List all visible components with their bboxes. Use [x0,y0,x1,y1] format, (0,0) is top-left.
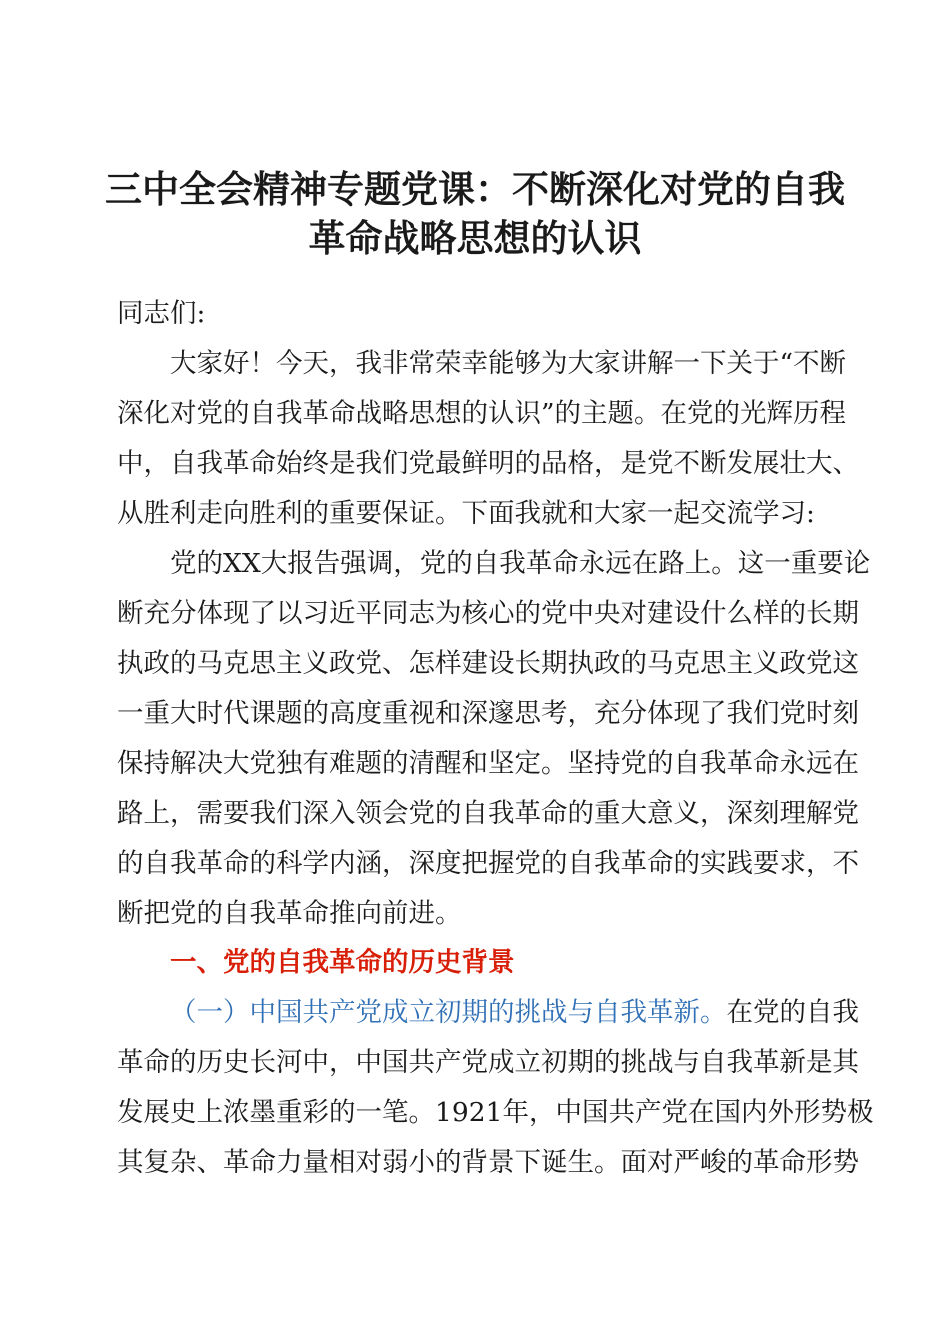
subsection-line: 发展史上浓墨重彩的一笔。1921年，中国共产党在国内外形势极 [117,1097,874,1128]
title-line-2: 革命战略思想的认识 [308,216,642,260]
title-line-1: 三中全会精神专题党课：不断深化对党的自我 [105,167,845,211]
paragraph1-line: 深化对党的自我革命战略思想的认识”的主题。在党的光辉历程 [117,398,847,429]
paragraph1-line: 大家好！今天，我非常荣幸能够为大家讲解一下关于“不断 [170,348,847,379]
paragraph2-line: 的自我革命的科学内涵，深度把握党的自我革命的实践要求，不 [117,848,859,879]
paragraph2-line: 保持解决大党独有难题的清醒和坚定。坚持党的自我革命永远在 [117,748,859,779]
section-heading: 一、党的自我革命的历史背景 [170,947,515,978]
paragraph2-line: 断充分体现了以习近平同志为核心的党中央对建设什么样的长期 [117,598,859,629]
subsection-first-line [170,995,859,1031]
salutation: 同志们: [117,298,206,329]
paragraph2-line: 路上，需要我们深入领会党的自我革命的重大意义，深刻理解党 [117,798,859,829]
paragraph2-line: 党的XX大报告强调，党的自我革命永远在路上。这一重要论 [170,548,871,579]
paragraph2-line: 一重大时代课题的高度重视和深邃思考，充分体现了我们党时刻 [117,698,859,729]
paragraph2-line: 执政的马克思主义政党、怎样建设长期执政的马克思主义政党这 [117,648,859,679]
subsection-line: 其复杂、革命力量相对弱小的背景下诞生。面对严峻的革命形势 [117,1147,859,1178]
subsection-heading: （一）中国共产党成立初期的挑战与自我革新。 [170,997,727,1028]
paragraph2-line: 断把党的自我革命推向前进。 [117,898,462,929]
subsection-first-line-rest: 在党的自我 [726,997,859,1028]
paragraph1-line: 中，自我革命始终是我们党最鲜明的品格，是党不断发展壮大、 [117,448,859,479]
subsection-line: 革命的历史长河中，中国共产党成立初期的挑战与自我革新是其 [117,1047,859,1078]
paragraph1-line: 从胜利走向胜利的重要保证。下面我就和大家一起交流学习: [117,498,815,529]
